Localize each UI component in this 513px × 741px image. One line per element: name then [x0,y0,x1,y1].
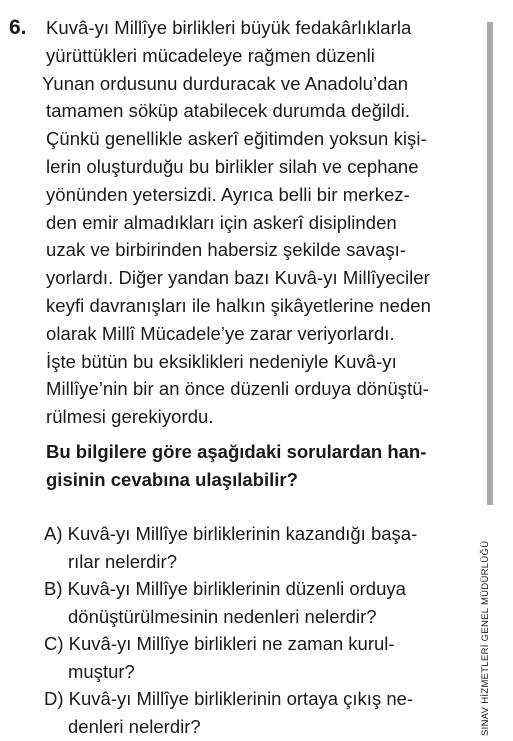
passage-line: yürüttükleri mücadeleye rağmen düzenli [46,44,375,66]
option-c[interactable] [44,630,474,685]
question-passage [42,14,476,431]
passage-line: lerin oluşturduğu bu birlikler silah ve cephane [46,155,419,177]
passage-line: Millîye’nin bir an önce düzenli orduya dönüştü- [46,378,429,400]
question-number: 6. [9,16,27,39]
passage-line: yönünden yetersizdi. Ayrıca belli bir merkez- [46,183,410,205]
option-c-line-1: C) Kuvâ-yı Millîye birlikleri ne zaman kurul- [44,633,395,654]
option-a[interactable] [44,520,474,575]
passage-line: yorlardı. Diğer yandan bazı Kuvâ-yı Millîyeciler [46,267,430,289]
option-d-line-2: denleri nelerdir? [68,715,201,737]
passage-line: rülmesi gerekiyordu. [46,406,214,428]
passage-line: Yunan ordusunu durduracak ve Anadolu’dan [42,72,409,94]
passage-line: tamamen söküp atabilecek durumda değildi. [46,100,411,122]
option-a-line-1: A) Kuvâ-yı Millîye birliklerinin kazandığı başa- [44,523,418,544]
passage-line: Çünkü genellikle askerî eğitimden yoksun kişi- [46,128,427,150]
sidebar-divider-bar [487,22,493,505]
option-d-line-1: D) Kuvâ-yı Millîye birliklerinin ortaya çıkış ne- [44,688,414,709]
answer-options [44,520,474,740]
passage-line: den emir almadıkları için askerî disiplinden [46,211,397,233]
prompt-line: Bu bilgilere göre aşağıdaki sorulardan han- [46,441,427,462]
prompt-line: gisinin cevabına ulaşılabilir? [46,469,298,490]
option-a-line-2: rılar nelerdir? [68,550,177,572]
option-b-line-2: dönüştürülmesinin nedenleri nelerdir? [68,605,377,627]
option-b[interactable] [44,575,474,630]
passage-line: Kuvâ-yı Millîye birlikleri büyük fedakârlıklarla [46,17,412,38]
option-d[interactable] [44,685,474,740]
passage-line: olarak Millî Mücadele’ye zarar veriyorlardı. [46,322,395,344]
passage-line: İşte bütün bu eksiklikleri nedeniyle Kuvâ-yı [46,350,397,372]
question-prompt [46,438,476,494]
passage-line: keyfi davranışları ile halkın şikâyetlerine neden [46,294,431,316]
option-c-line-2: muştur? [68,660,135,682]
option-b-line-1: B) Kuvâ-yı Millîye birliklerinin düzenli orduya [44,578,406,599]
sidebar-label: SINAV HİZMETLERİ GENEL MÜDÜRLÜĞÜ [480,540,491,736]
passage-line: uzak ve birbirinden habersiz şekilde savaşı- [46,239,407,261]
